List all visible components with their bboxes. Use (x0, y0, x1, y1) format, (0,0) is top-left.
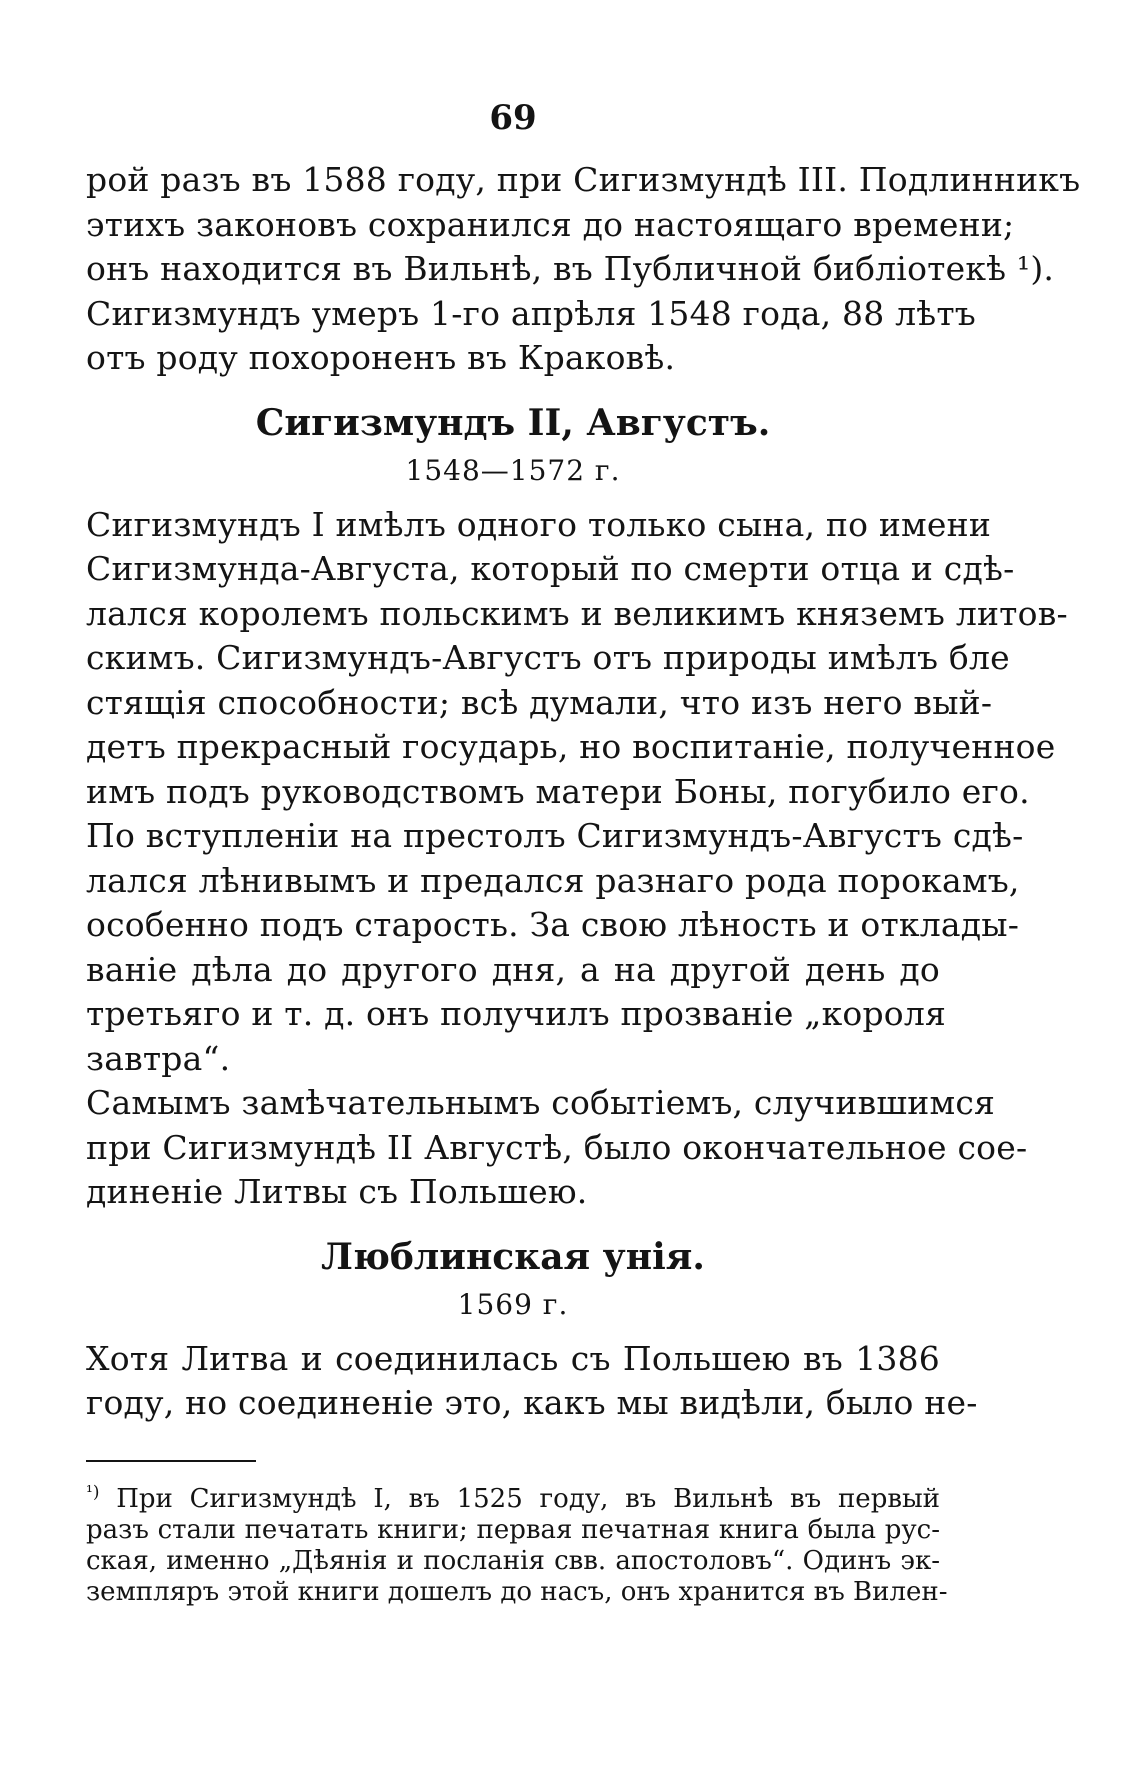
text-line: отъ роду похороненъ въ Краковѣ. (86, 338, 676, 377)
text-line: Самымъ замѣчательнымъ событіемъ, случившимся (86, 1083, 996, 1122)
text-line: этихъ законовъ сохранился до настоящаго времени; (86, 204, 1015, 244)
text-line: завтра“. (86, 1038, 231, 1078)
section-years-sigismund-ii: 1548—1572 г. (405, 453, 621, 487)
footnote-line: ская, именно „Дѣянія и посланія свв. апостоловъ“. Одинъ эк- (86, 1545, 940, 1576)
footnote-line: разъ стали печатать книги; первая печатная книга была рус- (86, 1514, 940, 1545)
section-heading-sigismund-ii: Сигизмундъ II, Августъ. (255, 401, 771, 444)
text-line: Сигизмунда-Августа, который по смерти отца и сдѣ- (86, 549, 1015, 588)
sigismund-ii-paragraph-2 (86, 1081, 1028, 1215)
text-line: особенно подъ старость. За свою лѣность и отклады- (86, 905, 1020, 944)
text-line: году, но соединеніе это, какъ мы видѣли, было не- (86, 1383, 978, 1422)
footnote (86, 1481, 948, 1608)
text-line: имъ подъ руководствомъ матери Боны, погубило его. (86, 771, 1030, 811)
text-line: рой разъ въ 1588 году, при Сигизмундѣ III. Подлинникъ (86, 160, 1081, 199)
text-line: онъ находится въ Вильнѣ, въ Публичной библіотекѣ ¹). (86, 249, 1055, 288)
text-line: Сигизмундъ умеръ 1-го апрѣля 1548 года, 88 лѣтъ (86, 293, 976, 333)
text-line: По вступленіи на престолъ Сигизмундъ-Августъ сдѣ- (86, 816, 1024, 855)
text-line: Хотя Литва и соединилась съ Польшею въ 1386 (86, 1338, 940, 1378)
text-line: Сигизмундъ I имѣлъ одного только сына, по имени (86, 504, 992, 544)
sigismund-ii-paragraph-1 (86, 503, 1068, 1082)
death-paragraph (86, 292, 976, 381)
text-line: лался лѣнивымъ и предался разнаго рода порокамъ, (86, 860, 1020, 900)
section-heading-lublin-union: Люблинская унія. (321, 1235, 705, 1278)
text-line: скимъ. Сигизмундъ-Августъ отъ природы имѣлъ бле (86, 638, 1010, 677)
text-line: ваніе дѣла до другого дня, а на другой день до (86, 949, 940, 989)
page-number: 69 (489, 98, 537, 138)
section-years-lublin-union: 1569 г. (457, 1287, 569, 1321)
footnote-line: земпляръ этой книги дошелъ до насъ, онъ хранится въ Вилен- (86, 1576, 948, 1607)
footnote-mark: ¹) (86, 1481, 100, 1502)
lublin-union-paragraph-1 (86, 1337, 978, 1426)
text-line: детъ прекрасный государь, но воспитаніе, полученное (86, 727, 1056, 766)
text-line: диненіе Литвы съ Польшею. (86, 1172, 588, 1211)
text-line: при Сигизмундѣ II Августѣ, было окончательное сое- (86, 1127, 1028, 1167)
text-line: лался королемъ польскимъ и великимъ княземъ литов- (86, 593, 1068, 633)
book-page (86, 98, 1081, 1608)
text-line: стящія способности; всѣ думали, что изъ него вый- (86, 682, 993, 722)
intro-paragraph (86, 158, 1081, 292)
footnote-line-text: При Сигизмундѣ I, въ 1525 году, въ Вильнѣ въ первый (116, 1483, 940, 1514)
text-line: третьяго и т. д. онъ получилъ прозваніе „короля (86, 994, 947, 1033)
footnote-line (86, 1481, 940, 1515)
footnote-divider (86, 1460, 256, 1462)
